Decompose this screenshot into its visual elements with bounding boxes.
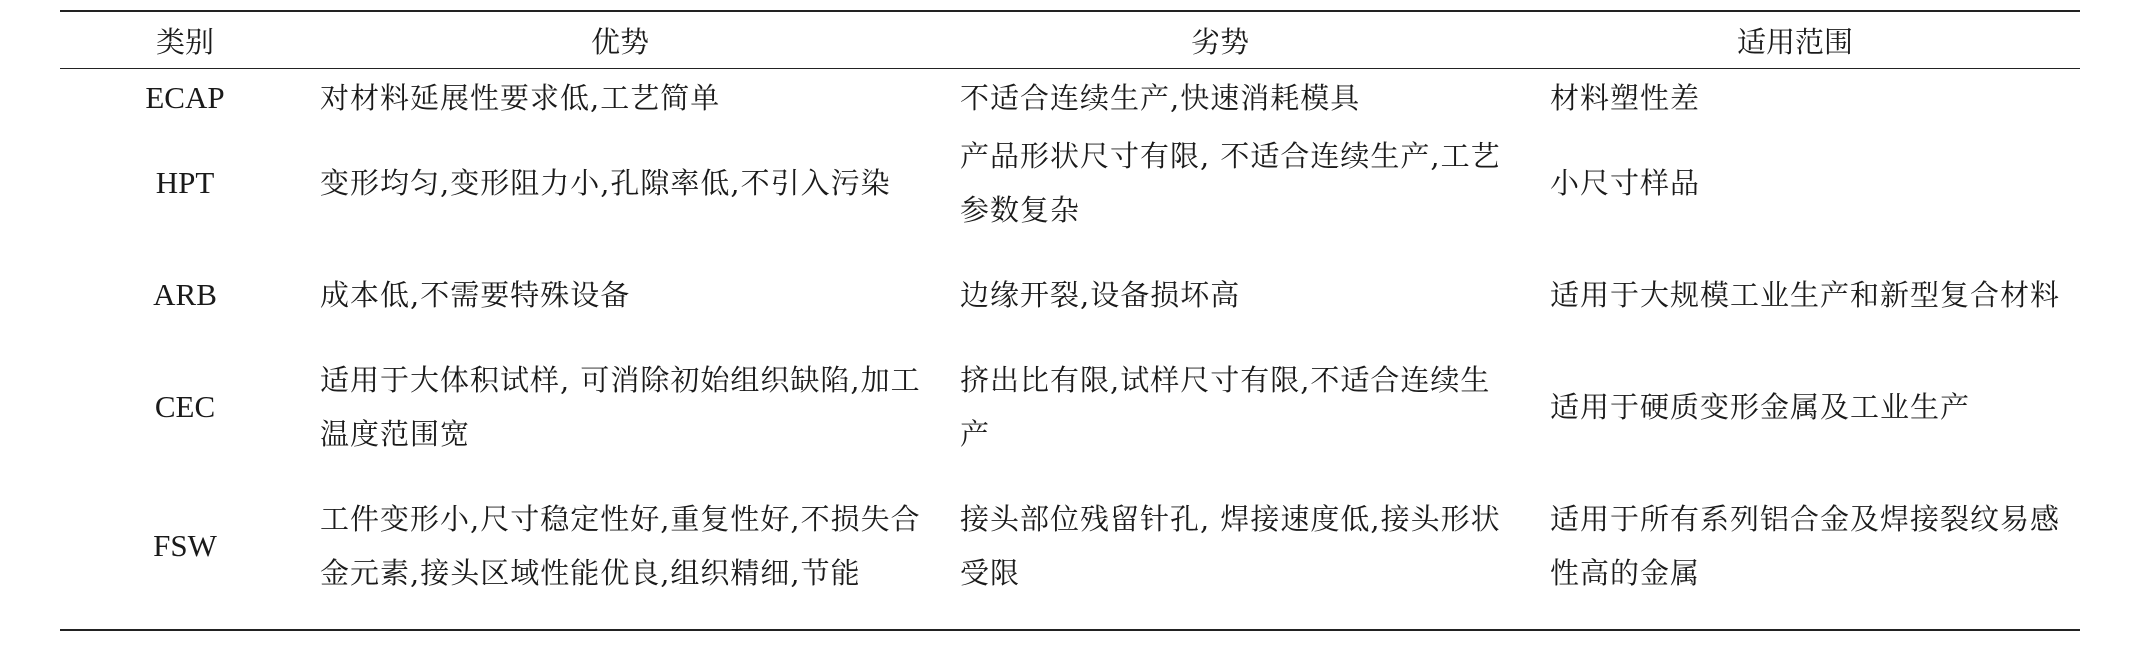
advantages-cell: 变形均匀,变形阻力小,孔隙率低,不引入污染 xyxy=(320,166,891,200)
table-row xyxy=(60,127,2080,239)
disadvantages-cell: 不适合连续生产,快速消耗模具 xyxy=(960,81,1361,115)
advantages-cell: 成本低,不需要特殊设备 xyxy=(320,278,631,312)
category-cell: ECAP xyxy=(145,80,225,115)
comparison-table xyxy=(60,10,2080,631)
category-cell: HPT xyxy=(155,165,215,200)
scope-cell: 小尺寸样品 xyxy=(1550,166,1701,200)
category-cell: FSW xyxy=(153,528,217,563)
table-row xyxy=(60,239,2080,351)
advantages-cell: 适用于大体积试样, 可消除初始组织缺陷,加工温度范围宽 xyxy=(320,363,921,451)
header-disadvantages: 劣势 xyxy=(1190,24,1249,59)
header-category: 类别 xyxy=(155,24,214,59)
table-row xyxy=(60,463,2080,630)
header-row xyxy=(60,11,2080,69)
header-advantages: 优势 xyxy=(590,24,649,59)
table-row xyxy=(60,69,2080,128)
table-body xyxy=(60,69,2080,631)
disadvantages-cell: 接头部位残留针孔, 焊接速度低,接头形状受限 xyxy=(960,502,1501,590)
scope-cell: 适用于硬质变形金属及工业生产 xyxy=(1550,390,1971,424)
advantages-cell: 工件变形小,尺寸稳定性好,重复性好,不损失合金元素,接头区域性能优良,组织精细,节能 xyxy=(320,502,921,590)
category-cell: CEC xyxy=(154,389,216,424)
disadvantages-cell: 产品形状尺寸有限, 不适合连续生产,工艺参数复杂 xyxy=(960,139,1501,227)
comparison-table-container xyxy=(60,10,2080,631)
scope-cell: 适用于大规模工业生产和新型复合材料 xyxy=(1550,278,2061,312)
table-header xyxy=(60,11,2080,69)
table-row xyxy=(60,351,2080,463)
disadvantages-cell: 挤出比有限,试样尺寸有限,不适合连续生产 xyxy=(960,363,1491,451)
scope-cell: 材料塑性差 xyxy=(1550,81,1701,115)
category-cell: ARB xyxy=(153,277,217,312)
scope-cell: 适用于所有系列铝合金及焊接裂纹易感性高的金属 xyxy=(1550,502,2061,590)
advantages-cell: 对材料延展性要求低,工艺简单 xyxy=(320,81,721,115)
disadvantages-cell: 边缘开裂,设备损坏高 xyxy=(960,278,1241,312)
header-scope: 适用范围 xyxy=(1736,24,1853,59)
